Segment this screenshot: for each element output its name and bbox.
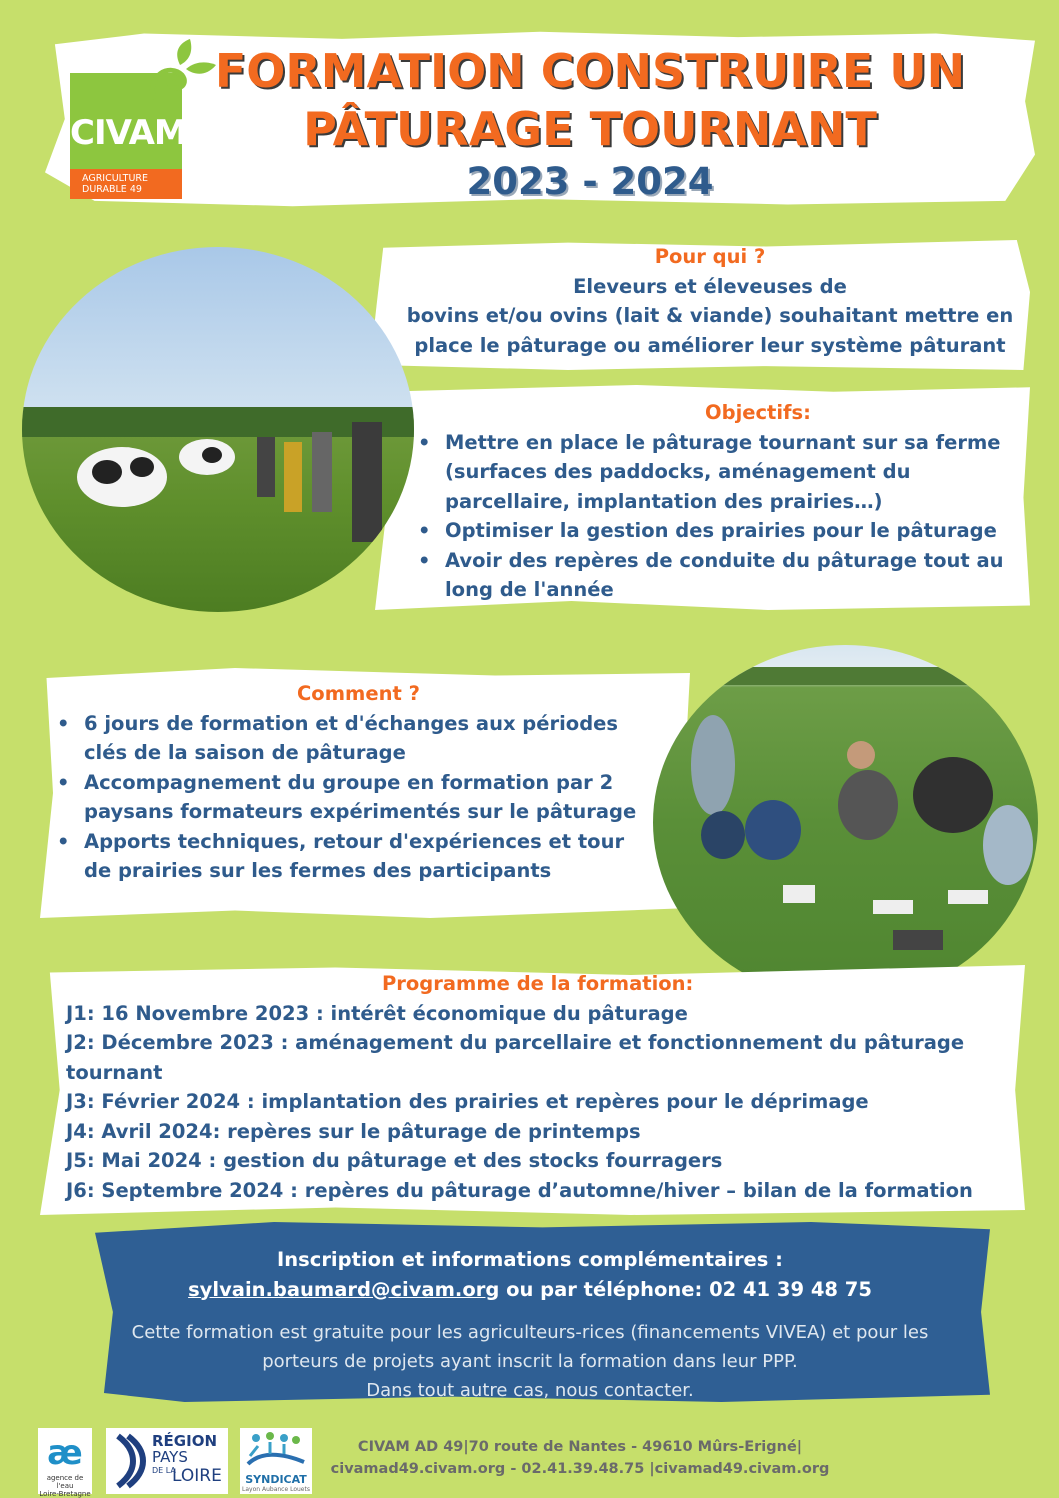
programme-day: J4: Avril 2024: repères sur le pâturage de printemps	[66, 1119, 641, 1143]
inscription-note-line1: Cette formation est gratuite pour les agriculteurs-rices (financements VIVEA) et pour les	[131, 1322, 929, 1343]
region-title: RÉGION	[152, 1432, 217, 1450]
pour-qui-line3: place le pâturage ou améliorer leur système pâturant	[414, 333, 1006, 357]
programme-heading: Programme de la formation:	[382, 972, 694, 995]
photo-cows-walking	[22, 247, 414, 612]
page-title-line1: FORMATION CONSTRUIRE UN	[214, 44, 966, 98]
agence-eau-text: agence de l'eau Loire-Bretagne	[39, 1474, 91, 1498]
comment-section	[57, 679, 657, 886]
photo-cows-illustration	[22, 247, 414, 612]
syndicat-name: SYNDICAT	[245, 1473, 307, 1486]
agence-eau-icon	[38, 1428, 92, 1470]
inscription-heading: Inscription et informations complémentaires :	[277, 1248, 783, 1271]
objectifs-item: • Optimiser la gestion des prairies pour le pâturage	[418, 516, 1028, 546]
region-dela: DE LA	[152, 1466, 176, 1475]
programme-day: J2: Décembre 2023 : aménagement du parcellaire et fonctionnement du pâturage tournant	[66, 1031, 965, 1084]
syndicat-subtitle: Layon Aubance Louets	[242, 1486, 310, 1493]
pour-qui-section	[400, 242, 1020, 360]
region-loire: LOIRE	[172, 1466, 222, 1486]
pour-qui-line1: Eleveurs et éleveuses de	[573, 274, 847, 298]
civam-logo-word: CIVAM	[70, 113, 187, 153]
pour-qui-heading: Pour qui ?	[654, 245, 766, 268]
comment-heading: Comment ?	[297, 682, 420, 705]
programme-day: J3: Février 2024 : implantation des prairies et repères pour le déprimage	[66, 1090, 869, 1113]
civam-logo-subtitle: AGRICULTURE DURABLE 49	[70, 169, 182, 199]
programme-day: J6: Septembre 2024 : repères du pâturage d’automne/hiver – bilan de la formation	[66, 1178, 973, 1202]
programme-section	[66, 969, 1006, 1205]
inscription-contact	[100, 1275, 960, 1305]
region-logo	[106, 1428, 228, 1494]
programme-day: J1: 16 Novembre 2023 : intérêt économique du pâturage	[66, 1001, 688, 1025]
svg-text:æ: æ	[47, 1433, 83, 1470]
comment-item: • 6 jours de formation et d'échanges aux périodes clés de la saison de pâturage	[57, 709, 657, 768]
objectifs-heading: Objectifs:	[705, 401, 811, 424]
comment-item: • Accompagnement du groupe en formation par 2 paysans formateurs expérimentés sur le pâturage	[57, 768, 657, 827]
page-years: 2023 - 2024	[466, 160, 714, 203]
email-link[interactable]: sylvain.baumard@civam.org	[188, 1277, 500, 1301]
photo-group-in-field	[653, 645, 1038, 1000]
footer-address	[300, 1436, 860, 1480]
region-arcs-icon	[110, 1431, 150, 1491]
objectifs-item: • Mettre en place le pâturage tournant sur sa ferme (surfaces des paddocks, aménagement du parcellaire, implantation des prairies…)	[418, 428, 1028, 517]
inscription-note-line2: porteurs de projets ayant inscrit la formation dans leur PPP.	[262, 1351, 798, 1372]
pour-qui-line2: bovins et/ou ovins (lait & viande) souhaitant mettre en	[406, 304, 1014, 327]
inscription-section	[100, 1245, 960, 1405]
comment-item: • Apports techniques, retour d'expériences et tour de prairies sur les fermes des participants	[57, 827, 657, 886]
objectifs-list	[418, 428, 1028, 605]
comment-list	[57, 709, 657, 886]
footer-line2: civamad49.civam.org - 02.41.39.48.75 |civamad49.civam.org	[330, 1461, 830, 1477]
objectifs-item: • Avoir des repères de conduite du pâturage tout au long de l'année	[418, 546, 1028, 605]
agence-eau-logo	[38, 1428, 92, 1498]
programme-day: J5: Mai 2024 : gestion du pâturage et des stocks fourragers	[66, 1149, 723, 1172]
page-title-line2: PÂTURAGE TOURNANT	[303, 102, 877, 156]
footer-line1: CIVAM AD 49|70 route de Nantes - 49610 Mûrs-Erigné|	[357, 1439, 803, 1455]
region-pays: PAYS	[152, 1448, 188, 1466]
phone-text: ou par téléphone: 02 41 39 48 75	[499, 1277, 872, 1301]
objectifs-section	[418, 398, 1028, 605]
photo-group-illustration	[653, 645, 1038, 1000]
inscription-note-line3: Dans tout autre cas, nous contacter.	[366, 1380, 694, 1401]
